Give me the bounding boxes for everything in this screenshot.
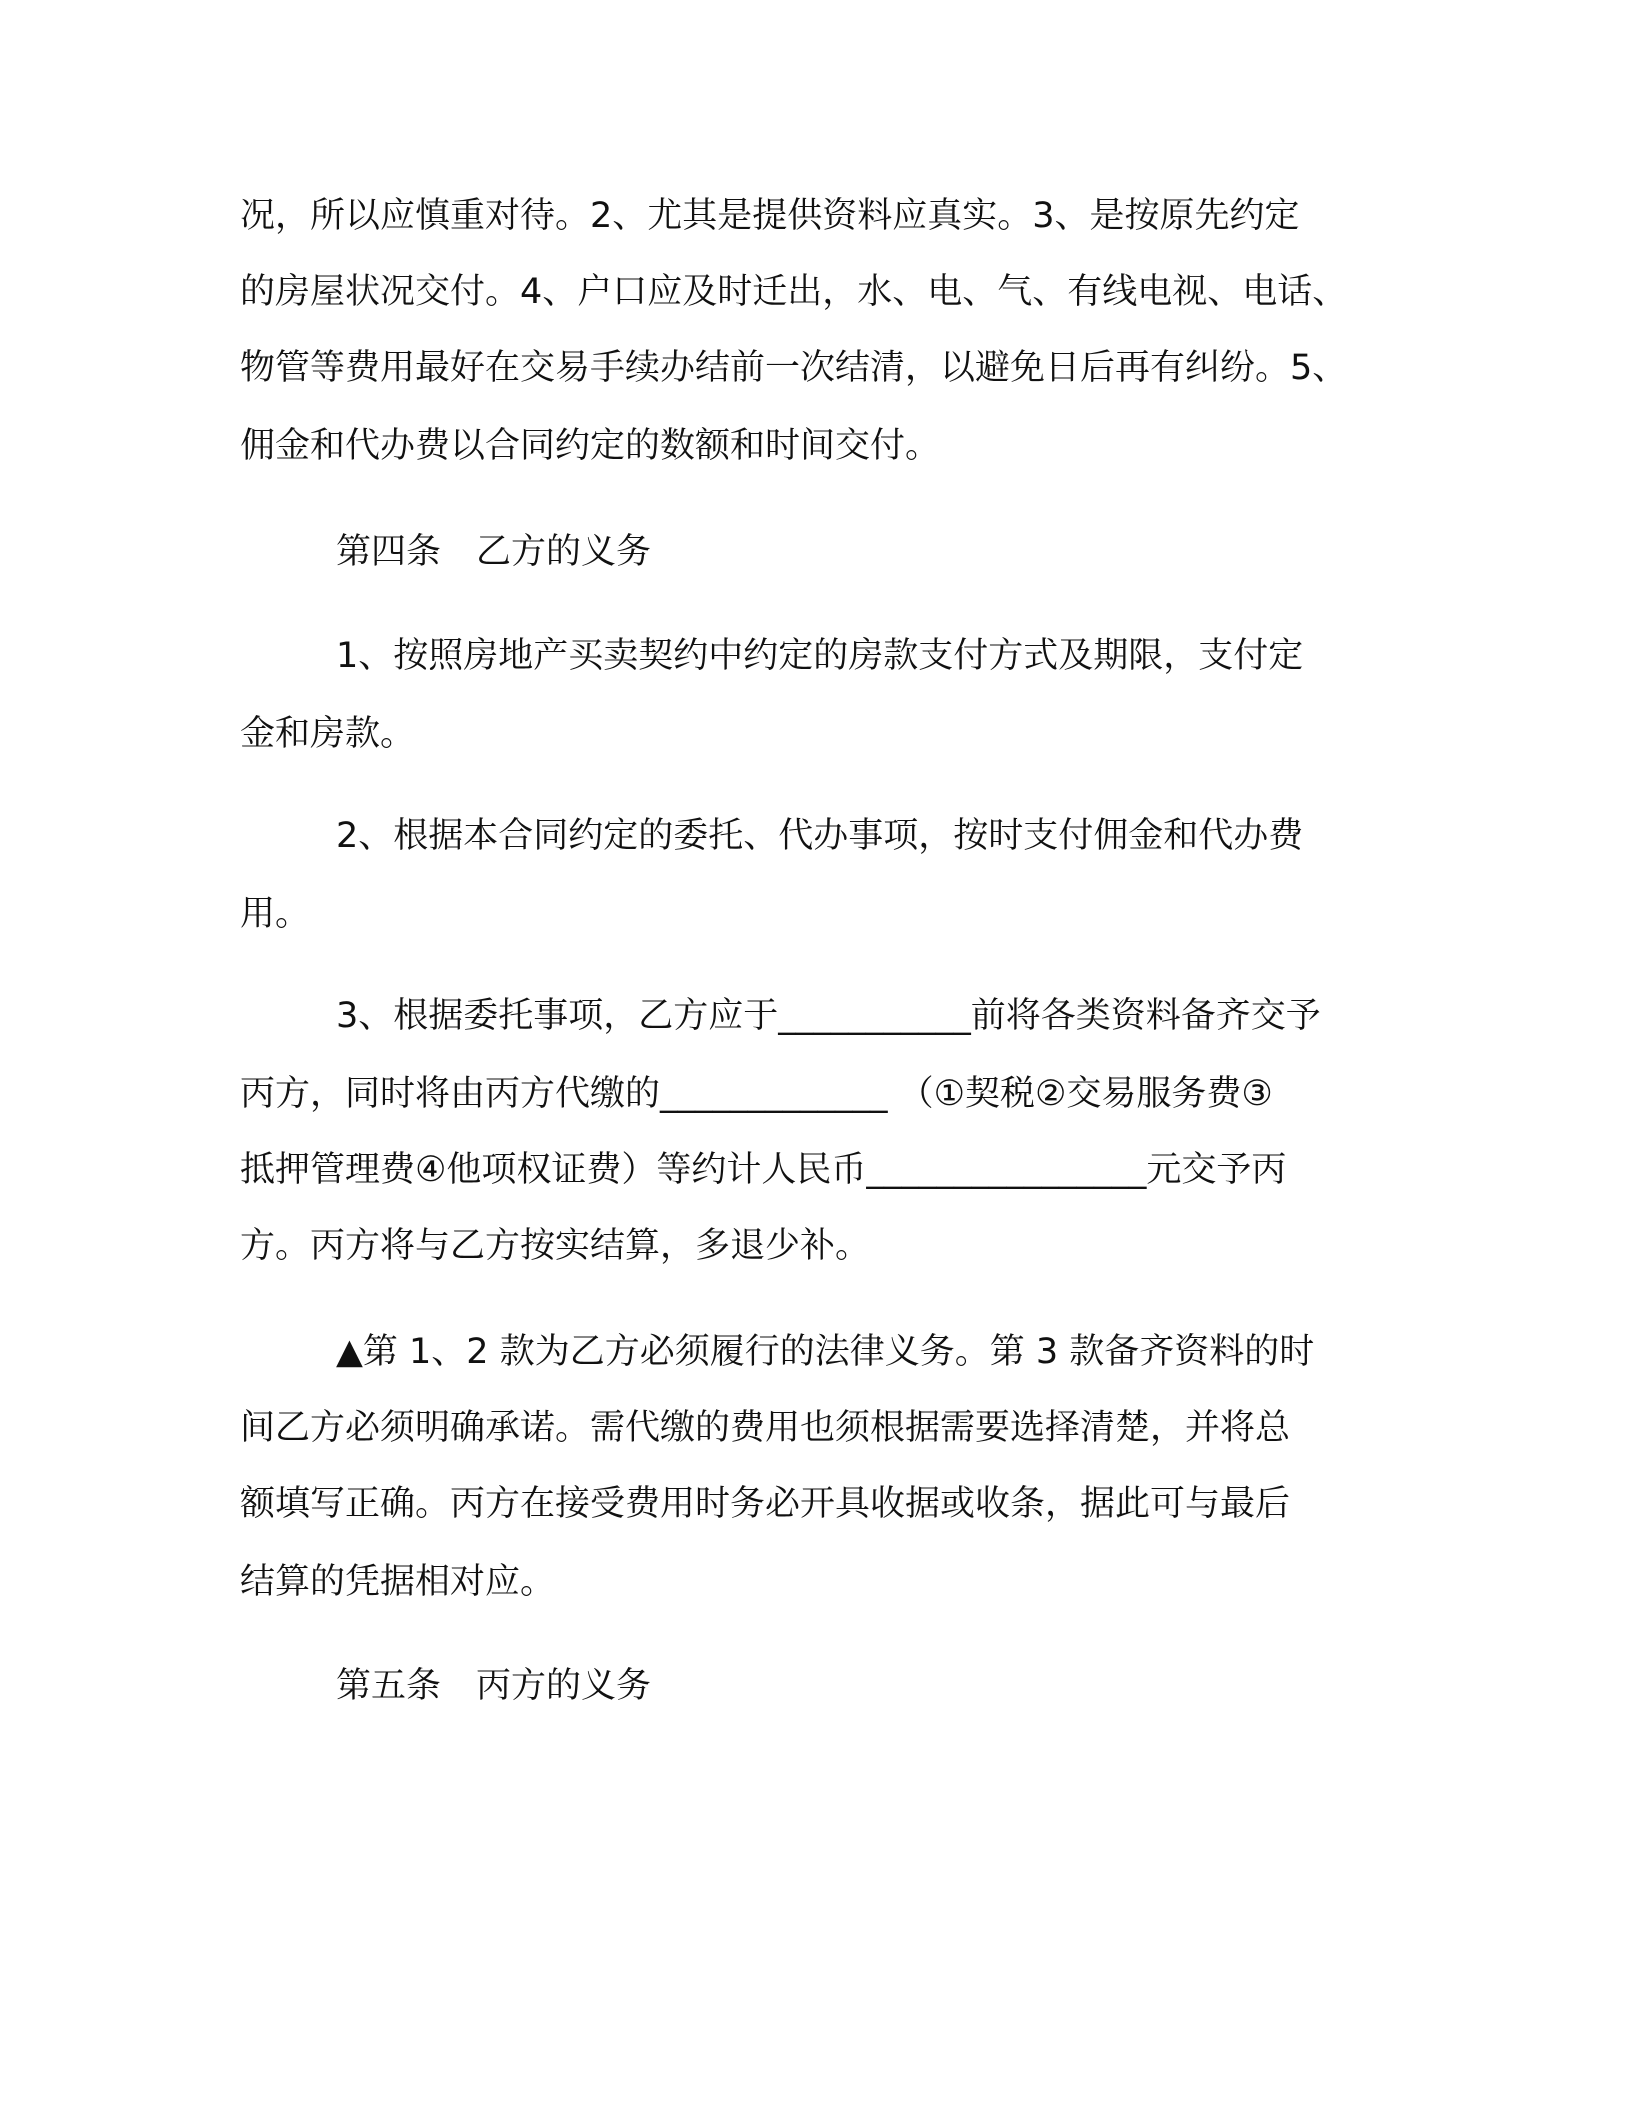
text-line: 3、根据委托事项，乙方应于___________前将各类资料备齐交予 <box>336 996 1321 1036</box>
text-line: 方。丙方将与乙方按实结算，多退少补。 <box>240 1226 871 1266</box>
article-5-heading: 第五条 丙方的义务 <box>336 1666 652 1706</box>
text-line: 物管等费用最好在交易手续办结前一次结清，以避免日后再有纠纷。5、 <box>240 348 1348 388</box>
text-line: 丙方，同时将由丙方代缴的_____________ （①契税②交易服务费③ <box>240 1074 1273 1114</box>
text-line: 抵押管理费④他项权证费）等约计人民币________________元交予丙 <box>240 1150 1287 1190</box>
text-line: 的房屋状况交付。4、户口应及时迁出，水、电、气、有线电视、电话、 <box>240 272 1348 312</box>
text-line: 金和房款。 <box>240 714 416 754</box>
text-line: 佣金和代办费以合同约定的数额和时间交付。 <box>240 426 941 466</box>
text-line: 用。 <box>240 894 311 934</box>
text-line: 况，所以应慎重对待。2、尤其是提供资料应真实。3、是按原先约定 <box>240 196 1300 236</box>
text-line: 间乙方必须明确承诺。需代缴的费用也须根据需要选择清楚，并将总 <box>240 1408 1291 1448</box>
text-line: 2、根据本合同约定的委托、代办事项，按时支付佣金和代办费 <box>336 816 1304 856</box>
text-line: 1、按照房地产买卖契约中约定的房款支付方式及期限，支付定 <box>336 636 1304 676</box>
text-line: 额填写正确。丙方在接受费用时务必开具收据或收条，据此可与最后 <box>240 1484 1291 1524</box>
text-line: ▲第 1、2 款为乙方必须履行的法律义务。第 3 款备齐资料的时 <box>336 1332 1315 1372</box>
text-line: 结算的凭据相对应。 <box>240 1562 556 1602</box>
article-4-heading: 第四条 乙方的义务 <box>336 532 652 572</box>
